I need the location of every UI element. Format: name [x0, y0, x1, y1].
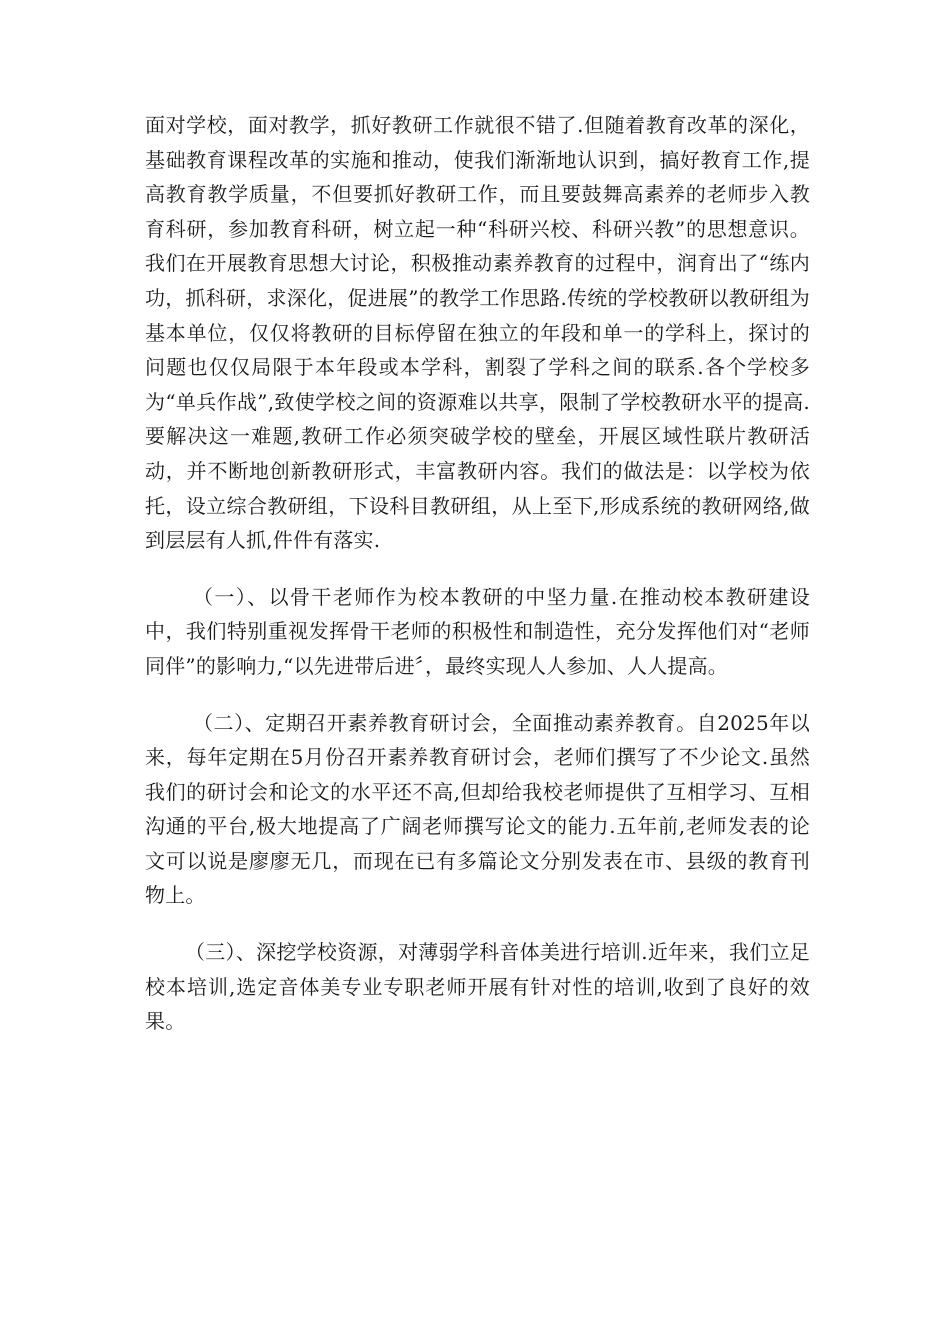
- paragraph-gap: [145, 684, 810, 706]
- paragraph-section-3: （三）、深挖学校资源，对薄弱学科音体美进行培训.近年来，我们立足校本培训,选定音体美专业专职老师开展有针对性的培训,收到了良好的效果。: [145, 940, 810, 1034]
- paragraph-section-2: （二）、定期召开素养教育研讨会，全面推动素养教育。自2025年以来，每年定期在5月份召开素养教育研讨会，老师们撰写了不少论文.虽然我们的研讨会和论文的水平还不高,但却给我校老师提供了互相学习、互相沟通的平台,极大地提高了广阔老师撰写论文的能力.五年前,老师发表的论文可以说是廖廖无几，而现在已有多篇论文分别发表在市、县级的教育刊物上。: [145, 710, 810, 908]
- paragraph-gap: [145, 913, 810, 935]
- paragraph-intro: 面对学校，面对教学，抓好教研工作就很不错了.但随着教育改革的深化，基础教育课程改革的实施和推动，使我们渐渐地认识到，搞好教育工作,提高教育教学质量，不但要抓好教研工作，而且要鼓舞高素养的老师步入教育科研，参加教育科研，树立起一种“科研兴校、科研兴教”的思想意识。我们在开展教育思想大讨论，积极推动素养教育的过程中，润育出了“练内功，抓科研，求深化，促进展”的教学工作思路.传统的学校教研以教研组为基本单位，仅仅将教研的目标停留在独立的年段和单一的学科上，探讨的问题也仅仅局限于本年段或本学科，割裂了学科之间的联系.各个学校多为“单兵作战”,致使学校之间的资源难以共享，限制了学校教研水平的提高.要解决这一难题,教研工作必须突破学校的壁垒，开展区域性联片教研活动，并不断地创新教研形式，丰富教研内容。我们的做法是：以学校为依托，设立综合教研组，下设科目教研组，从上至下,形成系统的教研网络,做到层层有人抓,件件有落实.: [145, 113, 810, 553]
- paragraph-section-1: （一）、以骨干老师作为校本教研的中坚力量.在推动校本教研建设中，我们特别重视发挥骨干老师的积极性和制造性，充分发挥他们对“老师同伴”的影响力,“以先进带后进〞，最终实现人人参加、人人提高。: [145, 584, 810, 678]
- paragraph-gap: [145, 558, 810, 580]
